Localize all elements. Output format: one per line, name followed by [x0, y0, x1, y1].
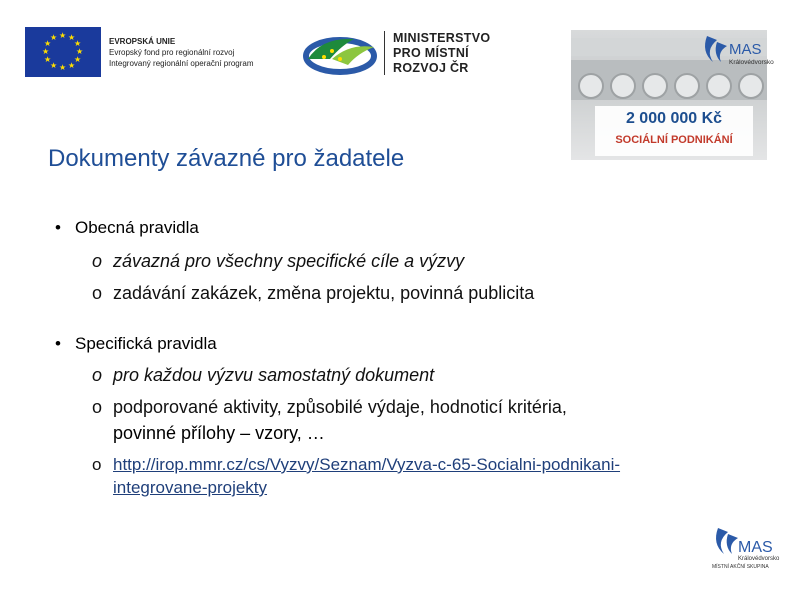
mmr-emblem-icon — [302, 29, 380, 77]
irop-call-link[interactable]: http://irop.mmr.cz/cs/Vyzvy/Seznam/Vyzva-c-65-Socialni-podnikani- — [113, 455, 621, 474]
sub-item — [92, 283, 534, 304]
mas-footer-logo-icon — [710, 522, 782, 570]
bullet-general-rules — [55, 218, 199, 238]
mas-logo-icon — [699, 32, 774, 74]
bullet-marker: • — [55, 334, 61, 353]
footer-mas-label: MAS — [738, 539, 773, 556]
mas-social-business-banner — [571, 30, 774, 160]
slide-title: Dokumenty závazné pro žadatele — [48, 145, 405, 172]
sub-item — [92, 397, 567, 418]
sub-marker: o — [92, 455, 102, 474]
sub-item-text: závazná pro všechny specifické cíle a výzvy — [113, 251, 465, 271]
sub-item — [92, 455, 620, 475]
sub-item-text: zadávání zakázek, změna projektu, povinná publicita — [113, 283, 535, 303]
eu-irop-logo — [25, 26, 280, 78]
bullet-heading: Specifická pravidla — [75, 334, 217, 353]
eu-flag-icon: ★ ★ ★ ★ ★ ★ ★ ★ ★ ★ ★ ★ — [25, 27, 101, 77]
sub-marker: o — [92, 365, 103, 385]
sub-marker: o — [92, 397, 103, 417]
sub-marker: o — [92, 251, 103, 271]
sub-item — [92, 251, 464, 272]
footer-mas-region: Královédvorsko — [738, 556, 780, 562]
sub-item-continuation: povinné přílohy – vzory, … — [113, 423, 325, 443]
mmr-logo-line2: PRO MÍSTNÍ — [393, 45, 469, 60]
banner-mas-label: MAS — [729, 41, 762, 58]
footer-mas-tagline: MÍSTNÍ AKČNÍ SKUPINA — [712, 564, 769, 570]
eu-logo-line3: Integrovaný regionální operační program — [109, 58, 254, 68]
sub-item-text: podporované aktivity, způsobilé výdaje, hodnoticí kritéria, — [113, 397, 567, 417]
eu-logo-line2: Evropský fond pro regionální rozvoj — [109, 47, 235, 57]
mmr-logo — [302, 28, 517, 78]
sub-marker: o — [92, 283, 103, 303]
mmr-divider — [384, 31, 385, 75]
mmr-logo-line1: MINISTERSTVO — [393, 30, 491, 45]
mmr-logo-line3: ROZVOJ ČR — [393, 60, 469, 75]
sub-item — [92, 365, 434, 386]
banner-mas-region: Královédvorsko — [729, 59, 774, 66]
banner-amount: 2 000 000 Kč — [625, 110, 723, 127]
eu-logo-line1: EVROPSKÁ UNIE — [109, 36, 176, 46]
bullet-heading: Obecná pravidla — [75, 218, 199, 237]
bullet-specific-rules — [55, 334, 217, 354]
sub-item-text: pro každou výzvu samostatný dokument — [113, 365, 435, 385]
banner-text-box — [595, 106, 753, 156]
bullet-marker: • — [55, 218, 61, 237]
banner-subtitle: SOCIÁLNÍ PODNIKÁNÍ — [615, 134, 733, 146]
irop-call-link-continuation[interactable]: integrovane-projekty — [113, 478, 268, 497]
